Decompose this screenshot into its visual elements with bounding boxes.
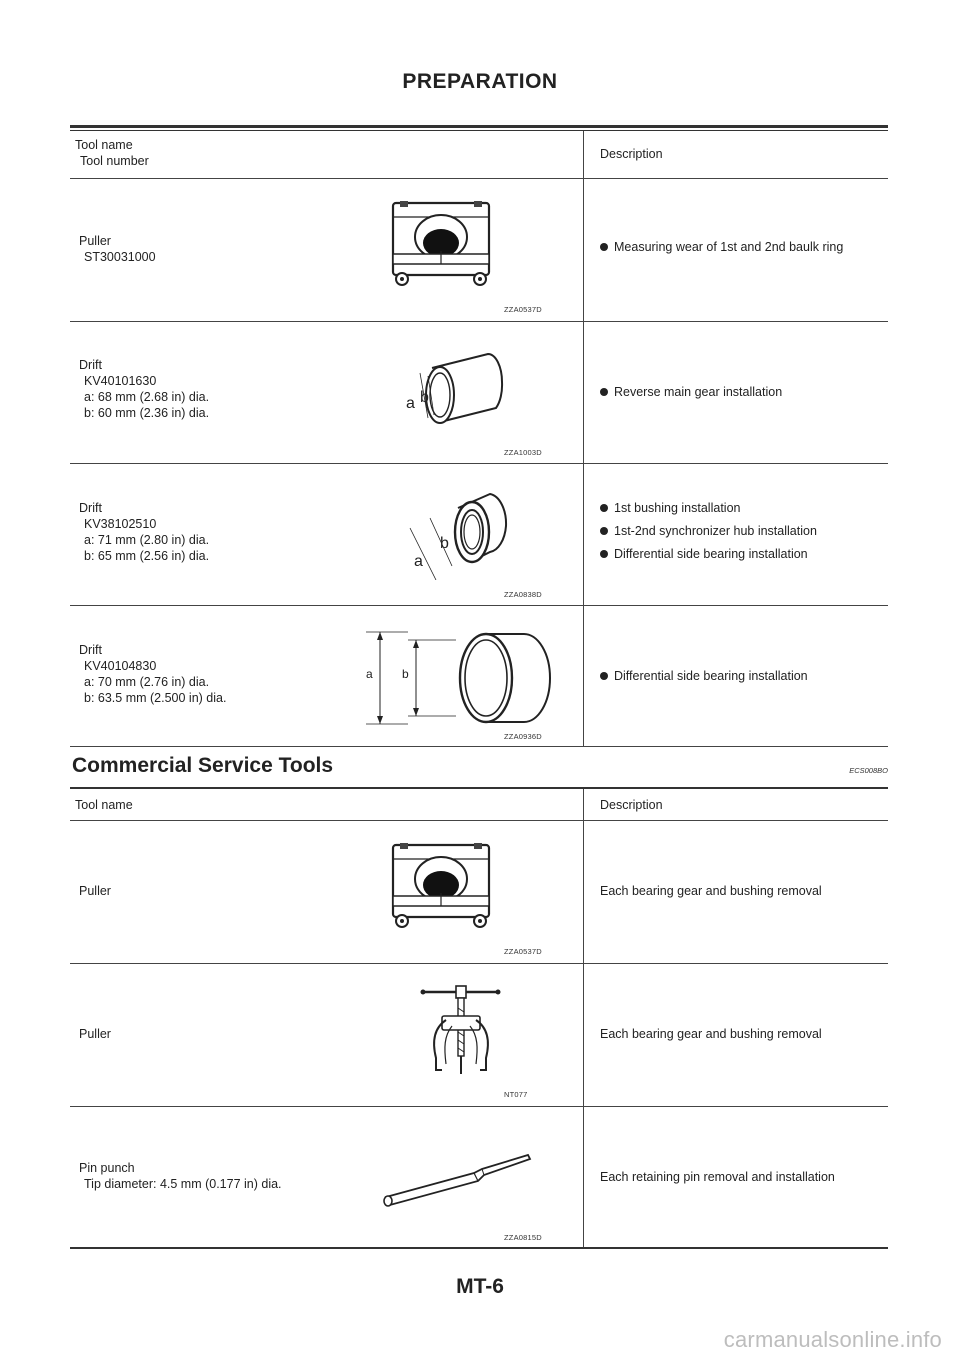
dimension-a: a: 70 mm (2.76 in) dia. [84,675,210,689]
page-number: MT-6 [456,1275,504,1298]
tool-number: KV38102510 [84,517,157,531]
dimension-a: a: 71 mm (2.80 in) dia. [84,533,210,547]
drift-illustration [358,628,558,728]
figure-code: ZZA0537D [504,947,542,956]
description-item: Differential side bearing installation [600,546,880,562]
pin-punch-illustration [378,1147,538,1207]
column-divider [583,179,584,321]
table-top-rule [70,125,888,128]
gear-puller-illustration [418,978,508,1088]
tool-number: KV40104830 [84,659,157,673]
column-divider [583,606,584,746]
dimension-b: b: 63.5 mm (2.500 in) dia. [84,691,227,705]
dimension-a: a: 68 mm (2.68 in) dia. [84,390,210,404]
column-divider [583,464,584,605]
description: Each retaining pin removal and installation [600,1170,835,1184]
table-row [70,179,888,322]
tool-name: Drift [79,501,102,515]
bullet-icon [600,243,608,251]
fig-label-b: b [402,667,409,681]
fig-label-b: b [420,389,429,406]
table-row [70,464,888,606]
figure-code: ZZA0537D [504,305,542,314]
table-header-row [70,131,888,179]
header-description: Description [600,798,663,812]
tool-name: Puller [79,884,111,898]
description-item: Reverse main gear installation [600,384,880,400]
tool-number: KV40101630 [84,374,157,388]
header-tool-name: Tool name [75,138,133,152]
bullet-icon [600,527,608,535]
table-row [70,821,888,964]
dimension-b: b: 60 mm (2.36 in) dia. [84,406,210,420]
watermark: carmanualsonline.info [723,1327,942,1352]
table-row [70,1107,888,1249]
table-row [70,964,888,1107]
tool-name: Puller [79,234,111,248]
table-row [70,322,888,464]
header-tool-name: Tool name [75,798,133,812]
column-divider [583,789,584,820]
page-title: PREPARATION [402,70,558,93]
description-item: Measuring wear of 1st and 2nd baulk ring [600,239,880,255]
column-divider [583,131,584,178]
description-item: 1st-2nd synchronizer hub installation [600,523,880,539]
tool-number: ST30031000 [84,250,156,264]
fig-label-b: b [440,535,449,552]
figure-code: ZZA0936D [504,732,542,741]
column-divider [583,1107,584,1247]
fig-label-a: a [406,395,415,412]
table-row [70,606,888,747]
bullet-icon [600,388,608,396]
figure-code: NT077 [504,1090,528,1099]
tool-name: Puller [79,1027,111,1041]
bullet-icon [600,504,608,512]
puller-illustration [388,833,498,943]
figure-code: ZZA1003D [504,448,542,457]
tip-diameter: Tip diameter: 4.5 mm (0.177 in) dia. [84,1177,282,1191]
figure-code: ZZA0815D [504,1233,542,1242]
dimension-b: b: 65 mm (2.56 in) dia. [84,549,210,563]
description: Each bearing gear and bushing removal [600,1027,822,1041]
header-tool-number: Tool number [80,154,149,168]
fig-label-a: a [414,553,423,570]
column-divider [583,821,584,963]
bullet-icon [600,672,608,680]
description-item: 1st bushing installation [600,500,880,516]
figure-code: ZZA0838D [504,590,542,599]
tool-name: Pin punch [79,1161,135,1175]
bullet-icon [600,550,608,558]
drift-illustration [400,480,520,580]
header-description: Description [600,147,663,161]
tool-name: Drift [79,358,102,372]
drift-illustration [398,348,518,438]
tool-name: Drift [79,643,102,657]
section-code: ECS008BO [849,766,888,775]
puller-illustration [388,191,498,301]
column-divider [583,964,584,1106]
section-title: Commercial Service Tools [72,754,334,777]
column-divider [583,322,584,463]
description-item: Differential side bearing installation [600,668,880,684]
commercial-tools-table [70,787,888,1249]
fig-label-a: a [366,667,373,681]
description: Each bearing gear and bushing removal [600,884,822,898]
table-header-row [70,789,888,821]
special-tools-table [70,125,888,750]
